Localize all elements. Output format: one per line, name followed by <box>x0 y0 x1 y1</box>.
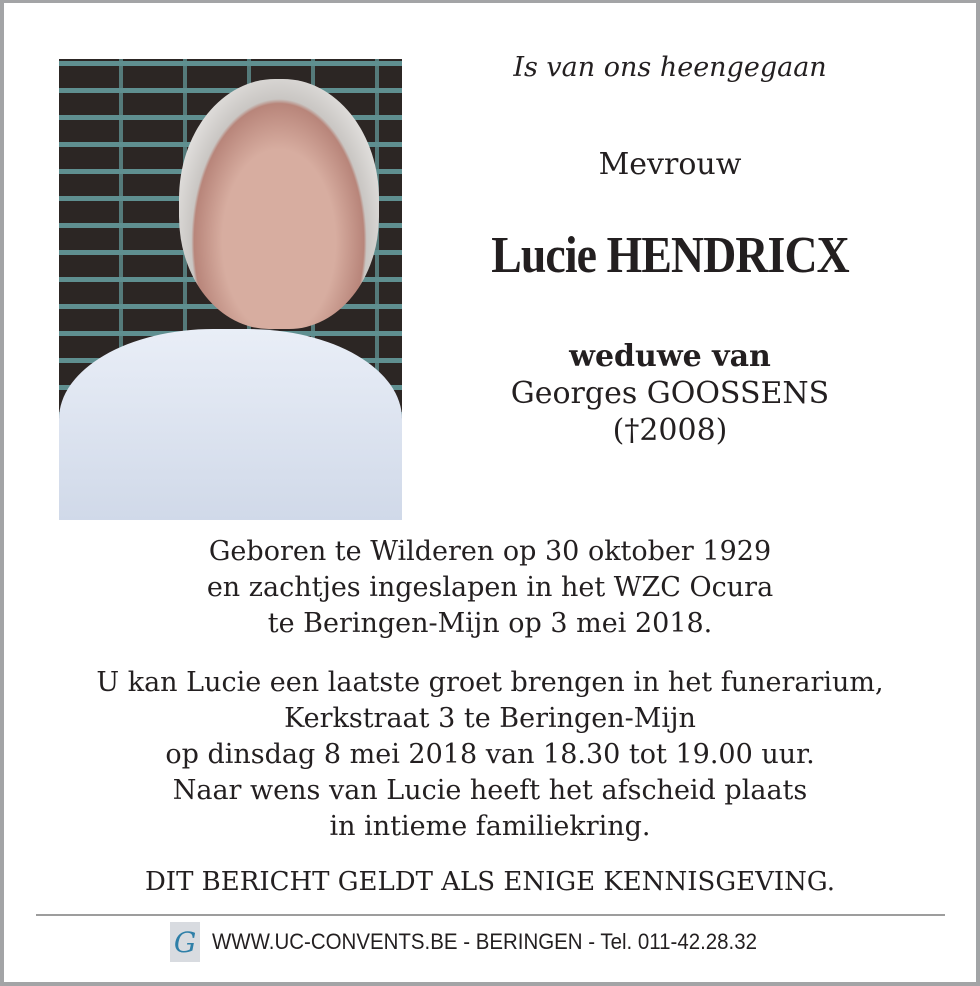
portrait-photo <box>59 59 402 520</box>
birth-line: en zachtjes ingeslapen in het WZC Ocura <box>206 572 774 603</box>
spouse-name: Georges GOOSSENS <box>510 376 830 411</box>
birth-block <box>0 534 980 642</box>
visit-line: U kan Lucie een laatste groet brengen in het funerarium, <box>96 667 884 698</box>
footer <box>170 922 798 962</box>
closing-text: DIT BERICHT GELDT ALS ENIGE KENNISGEVING. <box>144 867 836 897</box>
title-text: Mevrouw <box>598 147 742 182</box>
birth-line: Geboren te Wilderen op 30 oktober 1929 <box>208 536 772 567</box>
spouse-death-year: (†2008) <box>612 413 728 448</box>
deceased-name: Lucie HENDRICX <box>491 227 849 284</box>
birth-line: te Beringen-Mijn op 3 mei 2018. <box>267 608 713 639</box>
footer-divider <box>36 914 945 916</box>
widow-of-block <box>440 338 900 449</box>
visit-line: in intieme familiekring. <box>329 811 651 842</box>
intro-text: Is van ons heengegaan <box>513 52 827 83</box>
funeral-home-logo-icon: G <box>170 922 200 962</box>
visit-block <box>0 665 980 845</box>
visit-line: Naar wens van Lucie heeft het afscheid plaats <box>172 775 808 806</box>
visit-line: op dinsdag 8 mei 2018 van 18.30 tot 19.00 uur. <box>165 739 815 770</box>
footer-contact: WWW.UC-CONVENTS.BE - BERINGEN - Tel. 011-42.28.32 <box>212 929 757 954</box>
widow-line: weduwe van <box>569 339 771 374</box>
visit-line: Kerkstraat 3 te Beringen-Mijn <box>284 703 696 734</box>
